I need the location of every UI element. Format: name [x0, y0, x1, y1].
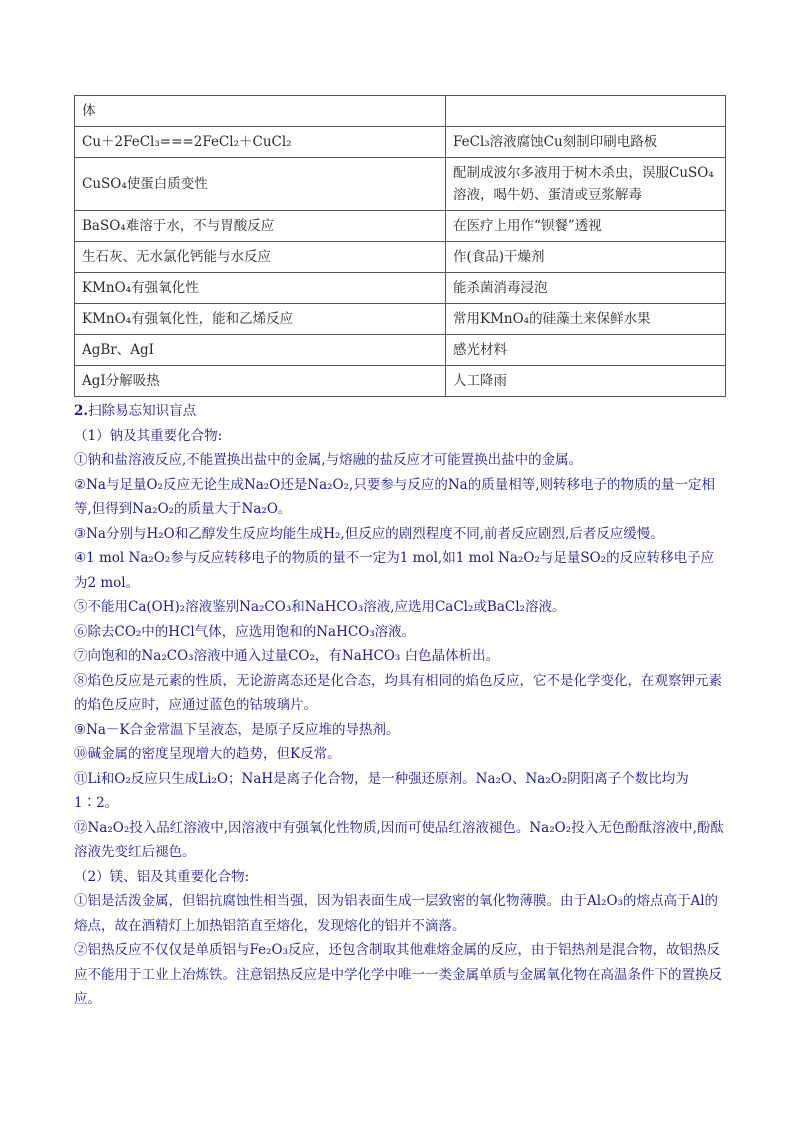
property-cell: KMnO₄有强氧化性 [75, 273, 446, 304]
use-cell: 能杀菌消毒浸泡 [446, 273, 726, 304]
note-item: ⑫Na₂O₂投入品红溶液中,因溶液中有强氧化性物质,因而可使品红溶液褪色。Na₂O₂投入无色酚酞溶液中,酚酞溶液先变红后褪色。 [74, 819, 724, 860]
note-item: ⑤不能用Ca(OH)₂溶液鉴别Na₂CO₃和NaHCO₃溶液,应选用CaCl₂或BaCl₂溶液。 [74, 599, 566, 615]
property-cell: Cu＋2FeCl₃===2FeCl₂＋CuCl₂ [75, 127, 446, 158]
note-item: ①铝是活泼金属，但铝抗腐蚀性相当强，因为铝表面生成一层致密的氧化物薄膜。由于Al₂O₃的熔点高于Al的熔点，故在酒精灯上加热铝箔直至熔化，发现熔化的铝并不滴落。 [74, 893, 719, 934]
note-item: ⑦向饱和的Na₂CO₃溶液中通入过量CO₂，有NaHCO₃ 白色晶体析出。 [74, 648, 500, 664]
note-item: ②Na与足量O₂反应无论生成Na₂O还是Na₂O₂,只要参与反应的Na的质量相等,则转移电子的物质的量一定相等,但得到Na₂O₂的质量大于Na₂O。 [74, 476, 715, 517]
use-cell: 人工降雨 [446, 366, 726, 397]
note-item: ①钠和盐溶液反应,不能置换出盐中的金属,与熔融的盐反应才可能置换出盐中的金属。 [74, 452, 583, 468]
section-number: 2. [74, 403, 89, 419]
property-cell: CuSO₄使蛋白质变性 [75, 158, 446, 211]
note-item: ③Na分别与H₂O和乙醇发生反应均能生成H₂,但反应的剧烈程度不同,前者反应剧烈,后者反应缓慢。 [74, 525, 664, 542]
knowledge-notes [74, 399, 726, 1012]
section-heading [74, 399, 726, 424]
table-row [75, 158, 726, 211]
use-cell: 感光材料 [446, 335, 726, 366]
property-cell: 生石灰、无水氯化钙能与水反应 [75, 242, 446, 273]
property-cell: AgI分解吸热 [75, 366, 446, 397]
table-body [75, 96, 726, 397]
document-page [74, 95, 726, 1012]
section-title: 扫除易忘知识盲点 [88, 403, 197, 419]
table-row [75, 366, 726, 397]
use-cell: 作(食品)干燥剂 [446, 242, 726, 273]
property-cell: AgBr、AgI [75, 335, 446, 366]
table-row [75, 304, 726, 335]
property-cell: 体 [75, 96, 446, 127]
property-cell: KMnO₄有强氧化性，能和乙烯反应 [75, 304, 446, 335]
subsection-magnesium-aluminum-heading: （2）镁、铝及其重要化合物: [74, 868, 250, 885]
property-cell: BaSO₄难溶于水，不与胃酸反应 [75, 211, 446, 242]
use-cell: 在医疗上用作“钡餐”透视 [446, 211, 726, 242]
table-row [75, 242, 726, 273]
use-cell: 配制成波尔多液用于树木杀虫，误服CuSO₄溶液，喝牛奶、蛋清或豆浆解毒 [446, 158, 726, 211]
note-item: ⑪Li和O₂反应只生成Li₂O；NaH是离子化合物，是一种强还原剂。Na₂O、Na₂O₂阴阳离子个数比均为1∶2。 [74, 770, 689, 811]
note-item: ④1 mol Na₂O₂参与反应转移电子的物质的量不一定为1 mol,如1 mol Na₂O₂与足量SO₂的反应转移电子应为2 mol。 [74, 550, 715, 591]
note-item: ⑧焰色反应是元素的性质，无论游离态还是化合态，均具有相同的焰色反应，它不是化学变化，在观察钾元素的焰色反应时，应通过蓝色的钴玻璃片。 [74, 672, 722, 713]
subsection-sodium-heading: （1）钠及其重要化合物: [74, 427, 223, 444]
property-use-table [74, 95, 726, 397]
table-row [75, 211, 726, 242]
note-item: ②铝热反应不仅仅是单质铝与Fe₂O₃反应，还包含制取其他难熔金属的反应，由于铝热剂是混合物，故铝热反应不能用于工业上冶炼铁。注意铝热反应是中学化学中唯一一类金属单质与金属氧化物在高温条件下的置换反应。 [74, 942, 722, 1007]
table-row [75, 127, 726, 158]
use-cell: 常用KMnO₄的硅藻土来保鲜水果 [446, 304, 726, 335]
use-cell: FeCl₃溶液腐蚀Cu刻制印刷电路板 [446, 127, 726, 158]
use-cell [446, 96, 726, 127]
note-item: ⑩碱金属的密度呈现增大的趋势，但K反常。 [74, 746, 341, 762]
table-row [75, 335, 726, 366]
note-item: ⑨Na－K合金常温下呈液态，是原子反应堆的导热剂。 [74, 721, 400, 738]
table-row [75, 273, 726, 304]
table-row [75, 96, 726, 127]
note-item: ⑥除去CO₂中的HCl气体，应选用饱和的NaHCO₃溶液。 [74, 623, 416, 640]
